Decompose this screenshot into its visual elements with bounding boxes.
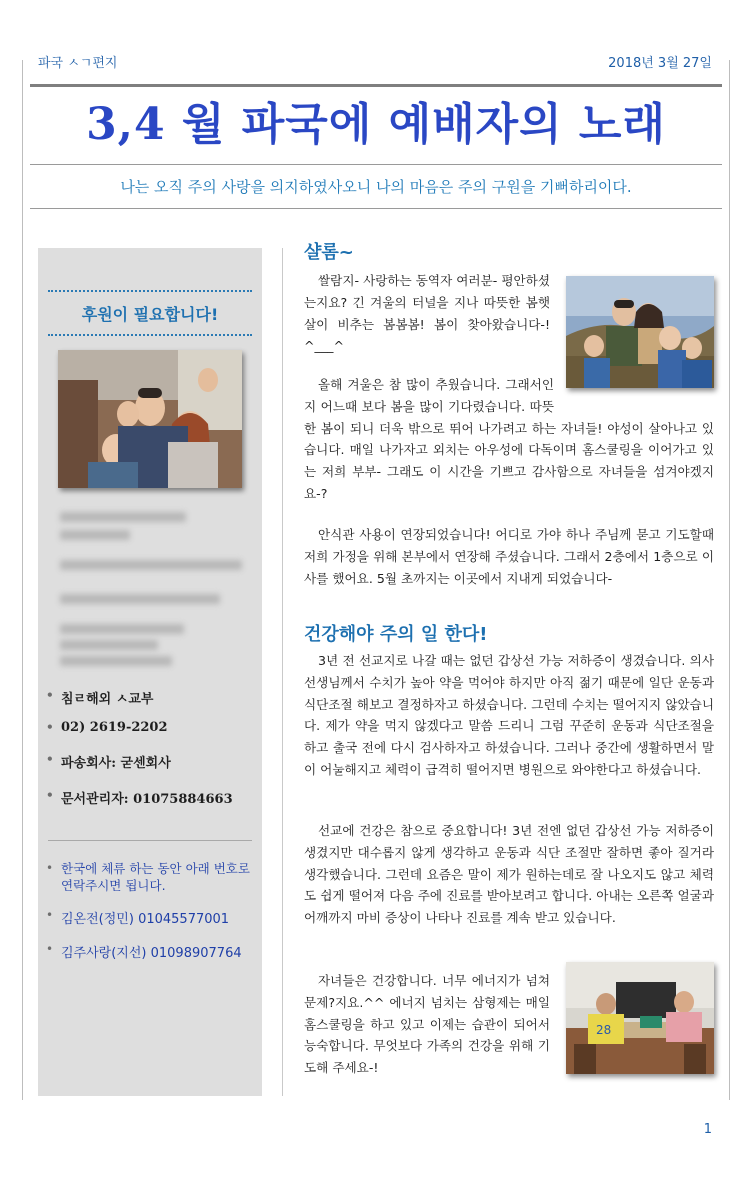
paragraph: 안식관 사용이 연장되었습니다! 어디로 가야 하나 주님께 묻고 기도할때 저희 가정을 위해 본부에서 연장해 주셨습니다. 그래서 2층에서 1층으로 이사를 했어요. 5월 초까지는 이곳에서 지내게 되었습니다-	[304, 527, 714, 586]
paragraph: 쌀람지- 사랑하는 동역자 여러분- 평안하셨는지요? 긴 겨울의 터널을 지나 따뜻한 봄햇살이 비추는 봄봄봄! 봄이 찾아왔습니다-! ^___^	[304, 273, 550, 354]
svg-text:28: 28	[596, 1023, 612, 1037]
page-number: 1	[703, 1122, 712, 1137]
page-left-edge	[22, 60, 23, 1100]
list-item: • 02) 2619-2202	[46, 720, 260, 752]
list-item: • 파송회사: 굳센회사	[46, 752, 260, 788]
redacted-info-line	[60, 594, 220, 604]
photo-wrap-spacer	[554, 374, 714, 416]
paragraph-text: 올해 겨울은 참 많이 추웠습니다. 그래서인지 어느때 보다 봄을 많이 기다렸습니다. 따뜻한 봄이 되니 더욱 밖으로 뛰어 나가려고 하는 자녀들! 야성이 살아나고 있습니다. 매일 나가자고 외치는 아우성에 다독이며 홈스쿨링을 이어가고 있는 저희 부부- 그래도 이 시간을 기쁘고 감사함으로 자녀들을 섬겨야겠지요-?	[304, 377, 714, 501]
newsletter-name: 파국 ㅅㄱ편지	[38, 56, 118, 71]
family-outdoor-photo	[566, 276, 714, 388]
sidebar-separator	[48, 840, 252, 841]
kids-homeschool-photo	[566, 962, 714, 1074]
column-divider	[282, 248, 283, 1096]
header-rule	[30, 84, 722, 87]
list-item: • 김주사랑(지선) 01098907764	[46, 942, 260, 972]
sidebar-heading: 후원이 필요합니다!	[81, 305, 219, 324]
paragraph: 3년 전 선교지로 나갈 때는 없던 갑상선 가능 저하증이 생겼습니다. 의사 선생님께서 수치가 높아 약을 먹어야 하지만 아직 젊기 때문에 일단 운동과 식단조절 해보고 결정하자고 하셨습니다. 그런데 수치는 떨어지지 않았습니다. 제가 약을 먹지 않겠다고 말씀 드리니 그럼 꾸준히 운동과 식단조절을 하고 출국 전에 다시 검사하자고 하셨습니다. 그러나 중간에 생활하면서 말이 어눌해지고 체력이 급격히 떨어지면 병원으로 와야한다고 하셨습니다.	[304, 653, 714, 777]
title-rule	[30, 164, 722, 165]
page-title: 3,4 월 파국에 예배자의 노래	[86, 99, 666, 150]
paragraph: 자녀들은 건강합니다. 너무 에너지가 넘쳐 문제?지요.^^ 에너지 넘치는 삼형제는 매일 홈스쿨링을 하고 있고 이제는 습관이 되어서 능숙합니다. 무엇보다 가족의 건강을 위해 기도해 주세요-!	[304, 973, 550, 1076]
redacted-info-line	[60, 512, 186, 522]
page-right-edge	[729, 60, 730, 1100]
contact-list	[46, 688, 260, 820]
verse-rule	[30, 208, 722, 209]
newsletter-date: 2018년 3월 27일	[608, 56, 712, 71]
paragraph	[304, 374, 714, 505]
section-heading-health: 건강해야 주의 일 한다!	[304, 624, 488, 645]
list-item: • 김온전(정민) 01045577001	[46, 908, 260, 942]
list-item: • 침ㄹ해외 ㅅ교부	[46, 688, 260, 720]
redacted-info-line	[60, 624, 184, 634]
section-heading-shalom: 샬롬~	[304, 242, 354, 263]
redacted-info-line	[60, 656, 172, 666]
sidebar	[38, 248, 262, 1096]
redacted-info-line	[60, 530, 130, 540]
paragraph: 선교에 건강은 참으로 중요합니다! 3년 전엔 없던 갑상선 가능 저하증이 생겼지만 대수롭지 않게 생각하고 운동과 식단 조절만 잘하면 좋아 질거라 생각했습니다. 그런데 요즘은 말이 제가 원하는데로 잘 나오지도 않고 체력도 쉽게 떨어져 다음 주에 진료를 받아보려고 합니다. 아내는 오른쪽 얼굴과 어깨까지 마비 증상이 나타나 진료를 계속 받고 있습니다.	[304, 823, 714, 926]
family-selfie-photo	[58, 350, 242, 488]
list-item: • 한국에 체류 하는 동안 아래 번호로 연락주시면 됩니다.	[46, 860, 260, 908]
redacted-info-line	[60, 560, 242, 570]
sidebar-divider-top	[48, 290, 252, 292]
sidebar-divider-bottom	[48, 334, 252, 336]
list-item: • 문서관리자: 01075884663	[46, 788, 260, 820]
korea-contact-list	[46, 860, 260, 972]
scripture-verse: 나는 오직 주의 사랑을 의지하였사오니 나의 마음은 주의 구원을 기뻐하리이다.	[120, 178, 632, 196]
redacted-info-line	[60, 640, 158, 650]
